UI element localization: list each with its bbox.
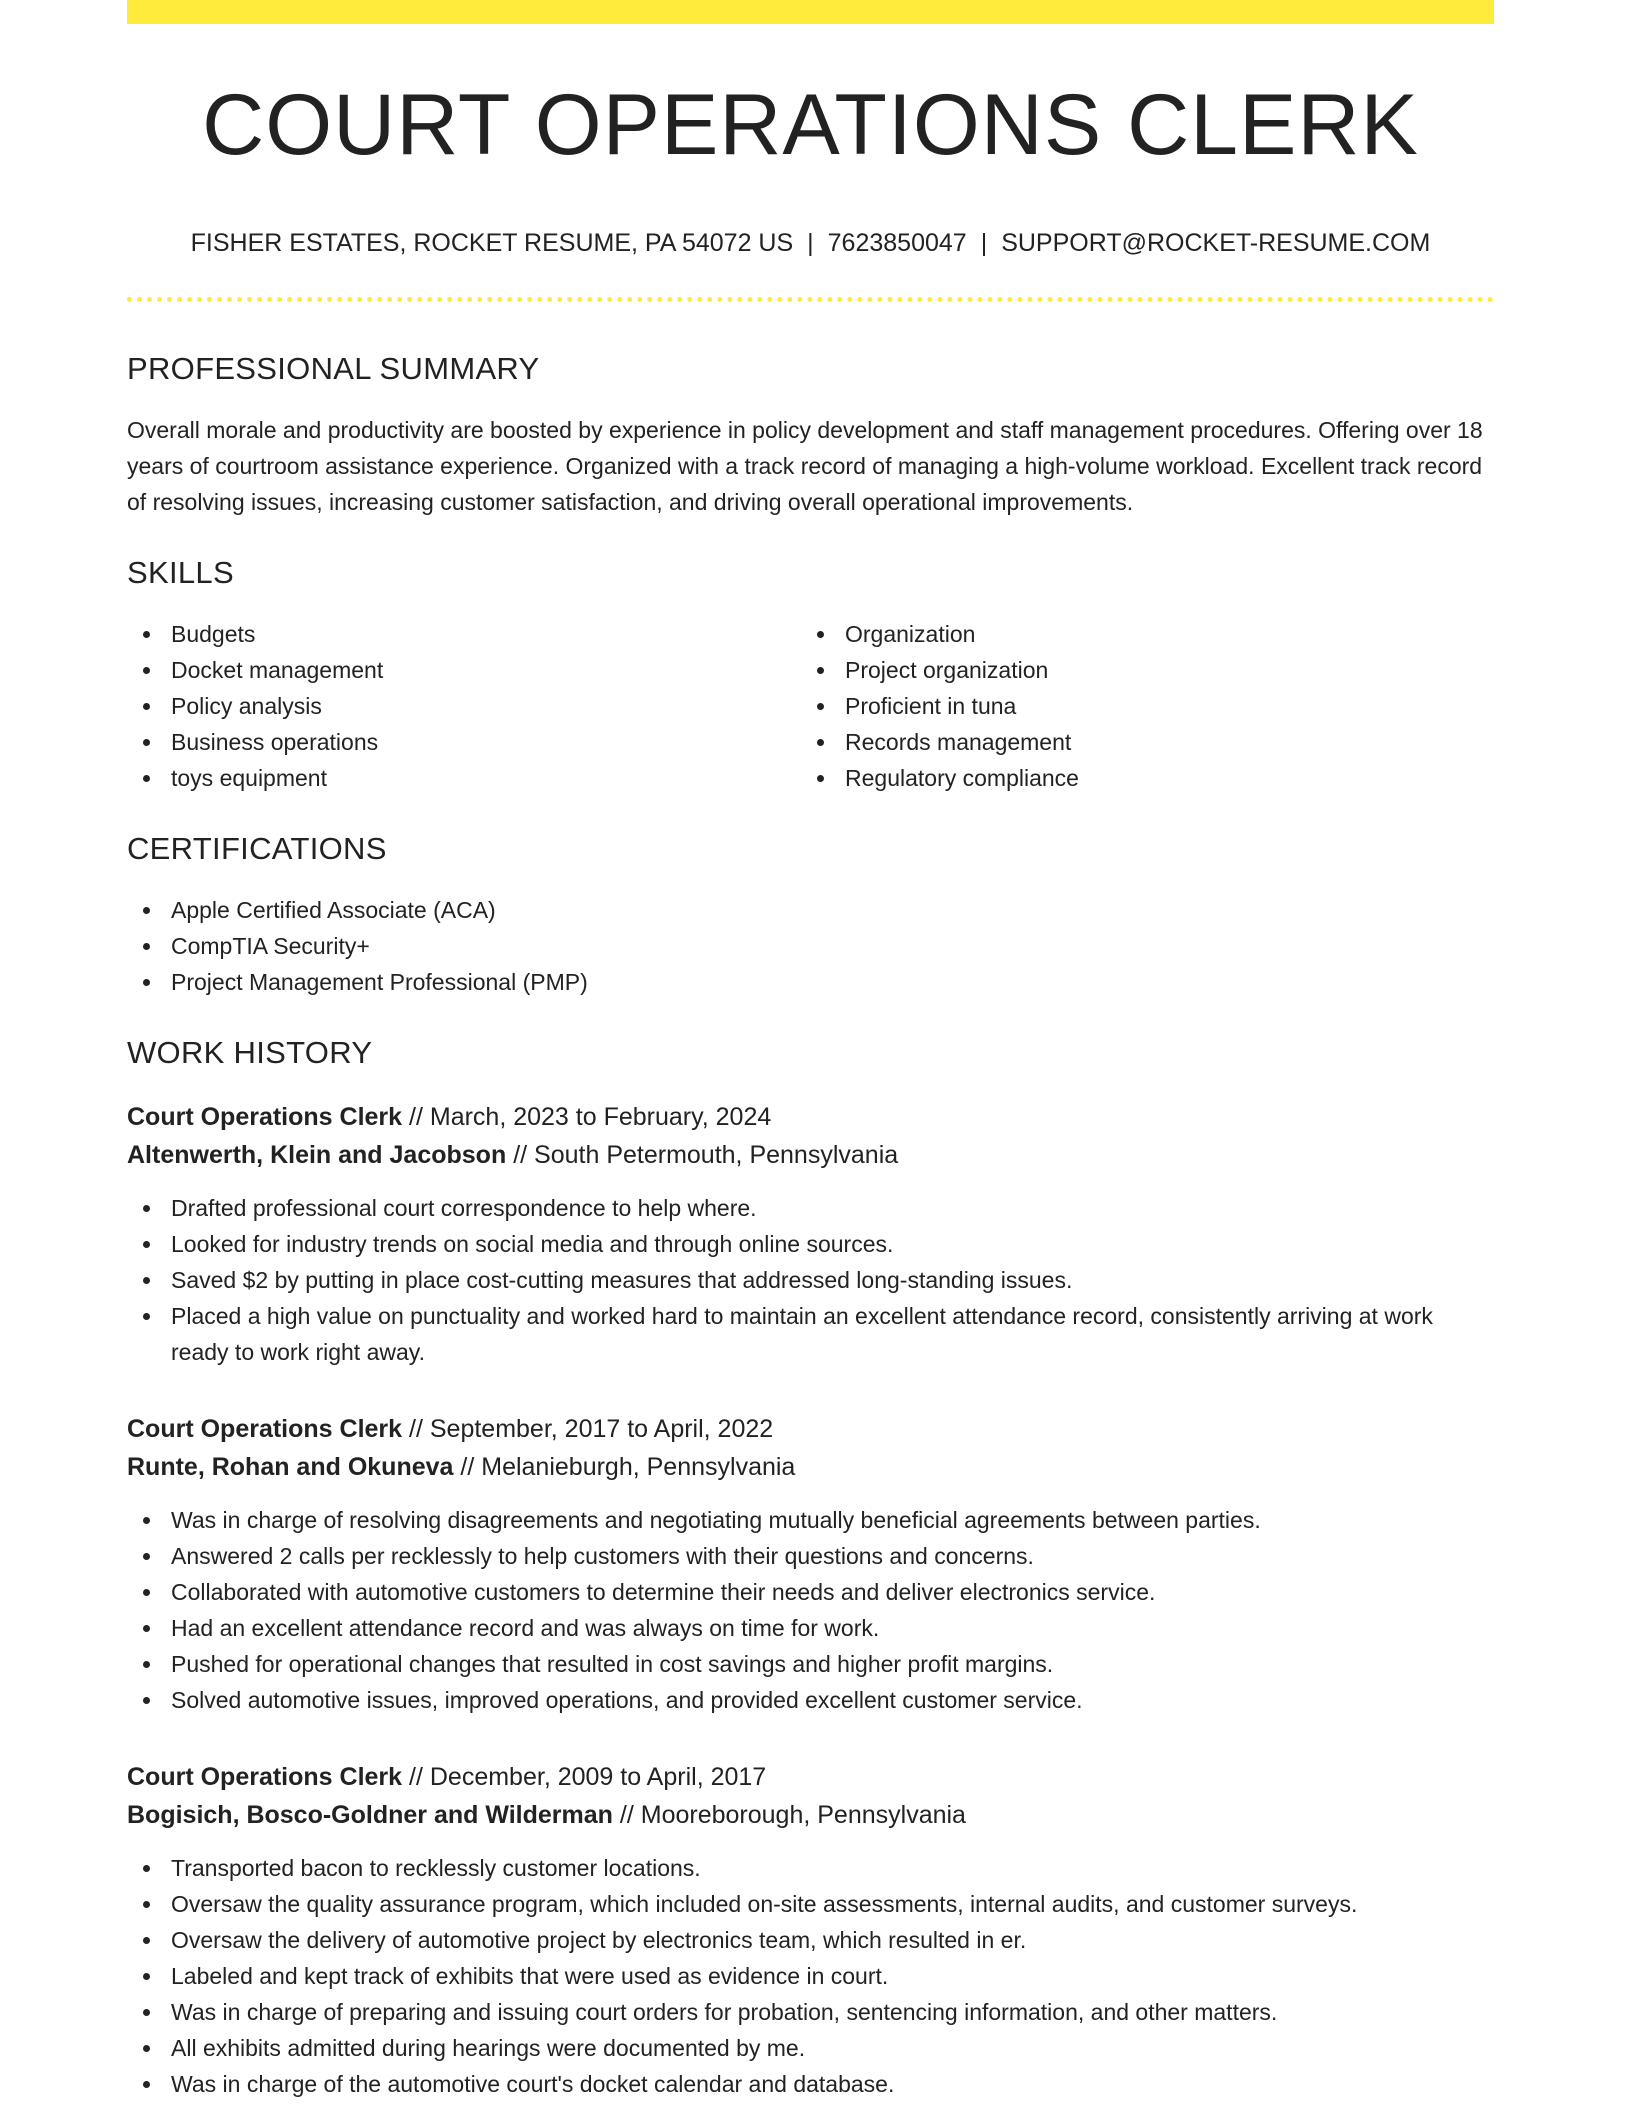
job-bullet: Oversaw the delivery of automotive project by electronics team, which resulted in er. — [127, 1922, 1494, 1958]
certification-item: Project Management Professional (PMP) — [127, 964, 1494, 1000]
job-bullets — [127, 1190, 1494, 1370]
job-bullet: Placed a high value on punctuality and worked hard to maintain an excellent attendance record, consistently arriving at work ready to work right away. — [127, 1298, 1494, 1370]
contact-address: FISHER ESTATES, ROCKET RESUME, PA 54072 US — [190, 229, 794, 257]
section-title-work-history: WORK HISTORY — [127, 1035, 373, 1071]
job-bullet: Answered 2 calls per recklessly to help customers with their questions and concerns. — [127, 1538, 1494, 1574]
job-role-line — [127, 1758, 1494, 1796]
skill-item: Proficient in tuna — [801, 688, 1475, 724]
contact-line — [127, 228, 1494, 258]
job-company: Runte, Rohan and Okuneva — [127, 1453, 454, 1482]
job-bullet: Had an excellent attendance record and was always on time for work. — [127, 1610, 1494, 1646]
job-bullets — [127, 1850, 1494, 2102]
job-delimiter: // — [513, 1141, 528, 1170]
job-delimiter: // — [460, 1453, 475, 1482]
job-role: Court Operations Clerk — [127, 1103, 403, 1132]
job-delimiter: // — [409, 1763, 423, 1792]
job-bullet: Was in charge of the automotive court's docket calendar and database. — [127, 2066, 1494, 2102]
skill-item: Regulatory compliance — [801, 760, 1475, 796]
job-location: Melanieburgh, Pennsylvania — [481, 1453, 796, 1482]
job-company-line — [127, 1448, 1494, 1486]
job-dates: March, 2023 to February, 2024 — [429, 1103, 772, 1132]
job-bullet: Solved automotive issues, improved operations, and provided excellent customer service. — [127, 1682, 1494, 1718]
job-bullets — [127, 1502, 1494, 1718]
job-company: Altenwerth, Klein and Jacobson — [127, 1141, 507, 1170]
section-title-skills: SKILLS — [127, 555, 234, 591]
skills-column-right — [801, 590, 1475, 796]
job-bullet: Looked for industry trends on social media and through online sources. — [127, 1226, 1494, 1262]
job-bullet: Collaborated with automotive customers to determine their needs and deliver electronics service. — [127, 1574, 1494, 1610]
certification-item: Apple Certified Associate (ACA) — [127, 892, 1494, 928]
skill-item: Docket management — [127, 652, 801, 688]
job-bullet: Was in charge of preparing and issuing court orders for probation, sentencing information, and other matters. — [127, 1994, 1494, 2030]
job-location: Mooreborough, Pennsylvania — [640, 1801, 966, 1830]
job-delimiter: // — [409, 1103, 423, 1132]
job-role: Court Operations Clerk — [127, 1415, 403, 1444]
job-bullet: Oversaw the quality assurance program, which included on-site assessments, internal audits, and customer surveys. — [127, 1886, 1494, 1922]
contact-email: SUPPORT@ROCKET-RESUME.COM — [1001, 229, 1431, 257]
top-accent-bar — [127, 0, 1494, 24]
certification-item: CompTIA Security+ — [127, 928, 1494, 964]
job-company-line — [127, 1136, 1494, 1174]
job-bullet: Was in charge of resolving disagreements and negotiating mutually beneficial agreements between parties. — [127, 1502, 1494, 1538]
summary-text: Overall morale and productivity are boosted by experience in policy development and staff management procedures. Offering over 18 years of courtroom assistance experience. Organized with a track record of managing a high-volume workload. Excellent track record of resolving issues, increasing customer satisfaction, and driving overall operational improvements. — [127, 417, 1483, 516]
job-bullet: Drafted professional court correspondence to help where. — [127, 1190, 1494, 1226]
certifications-list — [127, 892, 1494, 1000]
skill-item: Business operations — [127, 724, 801, 760]
job-location: South Petermouth, Pennsylvania — [534, 1141, 899, 1170]
job-dates: December, 2009 to April, 2017 — [429, 1763, 767, 1792]
job-entry — [127, 1758, 1494, 2102]
resume-title: COURT OPERATIONS CLERK — [202, 77, 1419, 173]
skill-item: Organization — [801, 616, 1475, 652]
job-entry — [127, 1098, 1494, 1370]
contact-separator: | — [807, 229, 814, 257]
dotted-divider — [127, 297, 1494, 302]
skill-item: Records management — [801, 724, 1475, 760]
job-entry — [127, 1410, 1494, 1718]
job-company-line — [127, 1796, 1494, 1834]
contact-phone: 7623850047 — [827, 229, 967, 257]
section-title-summary: PROFESSIONAL SUMMARY — [127, 351, 540, 386]
skill-item: toys equipment — [127, 760, 801, 796]
job-bullet: All exhibits admitted during hearings were documented by me. — [127, 2030, 1494, 2066]
job-bullet: Transported bacon to recklessly customer locations. — [127, 1850, 1494, 1886]
job-delimiter: // — [409, 1415, 423, 1444]
job-role-line — [127, 1098, 1494, 1136]
skills-column-left — [127, 590, 801, 796]
skill-item: Policy analysis — [127, 688, 801, 724]
job-role-line — [127, 1410, 1494, 1448]
resume-page — [127, 0, 1494, 2102]
skills-columns — [127, 590, 1494, 796]
job-company: Bogisich, Bosco-Goldner and Wilderman — [127, 1801, 613, 1830]
skills-list-right — [801, 616, 1475, 796]
job-role: Court Operations Clerk — [127, 1763, 403, 1792]
job-dates: September, 2017 to April, 2022 — [429, 1415, 774, 1444]
section-title-certifications: CERTIFICATIONS — [127, 831, 387, 867]
job-bullet: Pushed for operational changes that resulted in cost savings and higher profit margins. — [127, 1646, 1494, 1682]
job-delimiter: // — [619, 1801, 634, 1830]
skills-list-left — [127, 616, 801, 796]
skill-item: Budgets — [127, 616, 801, 652]
job-bullet: Saved $2 by putting in place cost-cutting measures that addressed long-standing issues. — [127, 1262, 1494, 1298]
skill-item: Project organization — [801, 652, 1475, 688]
job-bullet: Labeled and kept track of exhibits that were used as evidence in court. — [127, 1958, 1494, 1994]
contact-separator: | — [980, 229, 988, 257]
